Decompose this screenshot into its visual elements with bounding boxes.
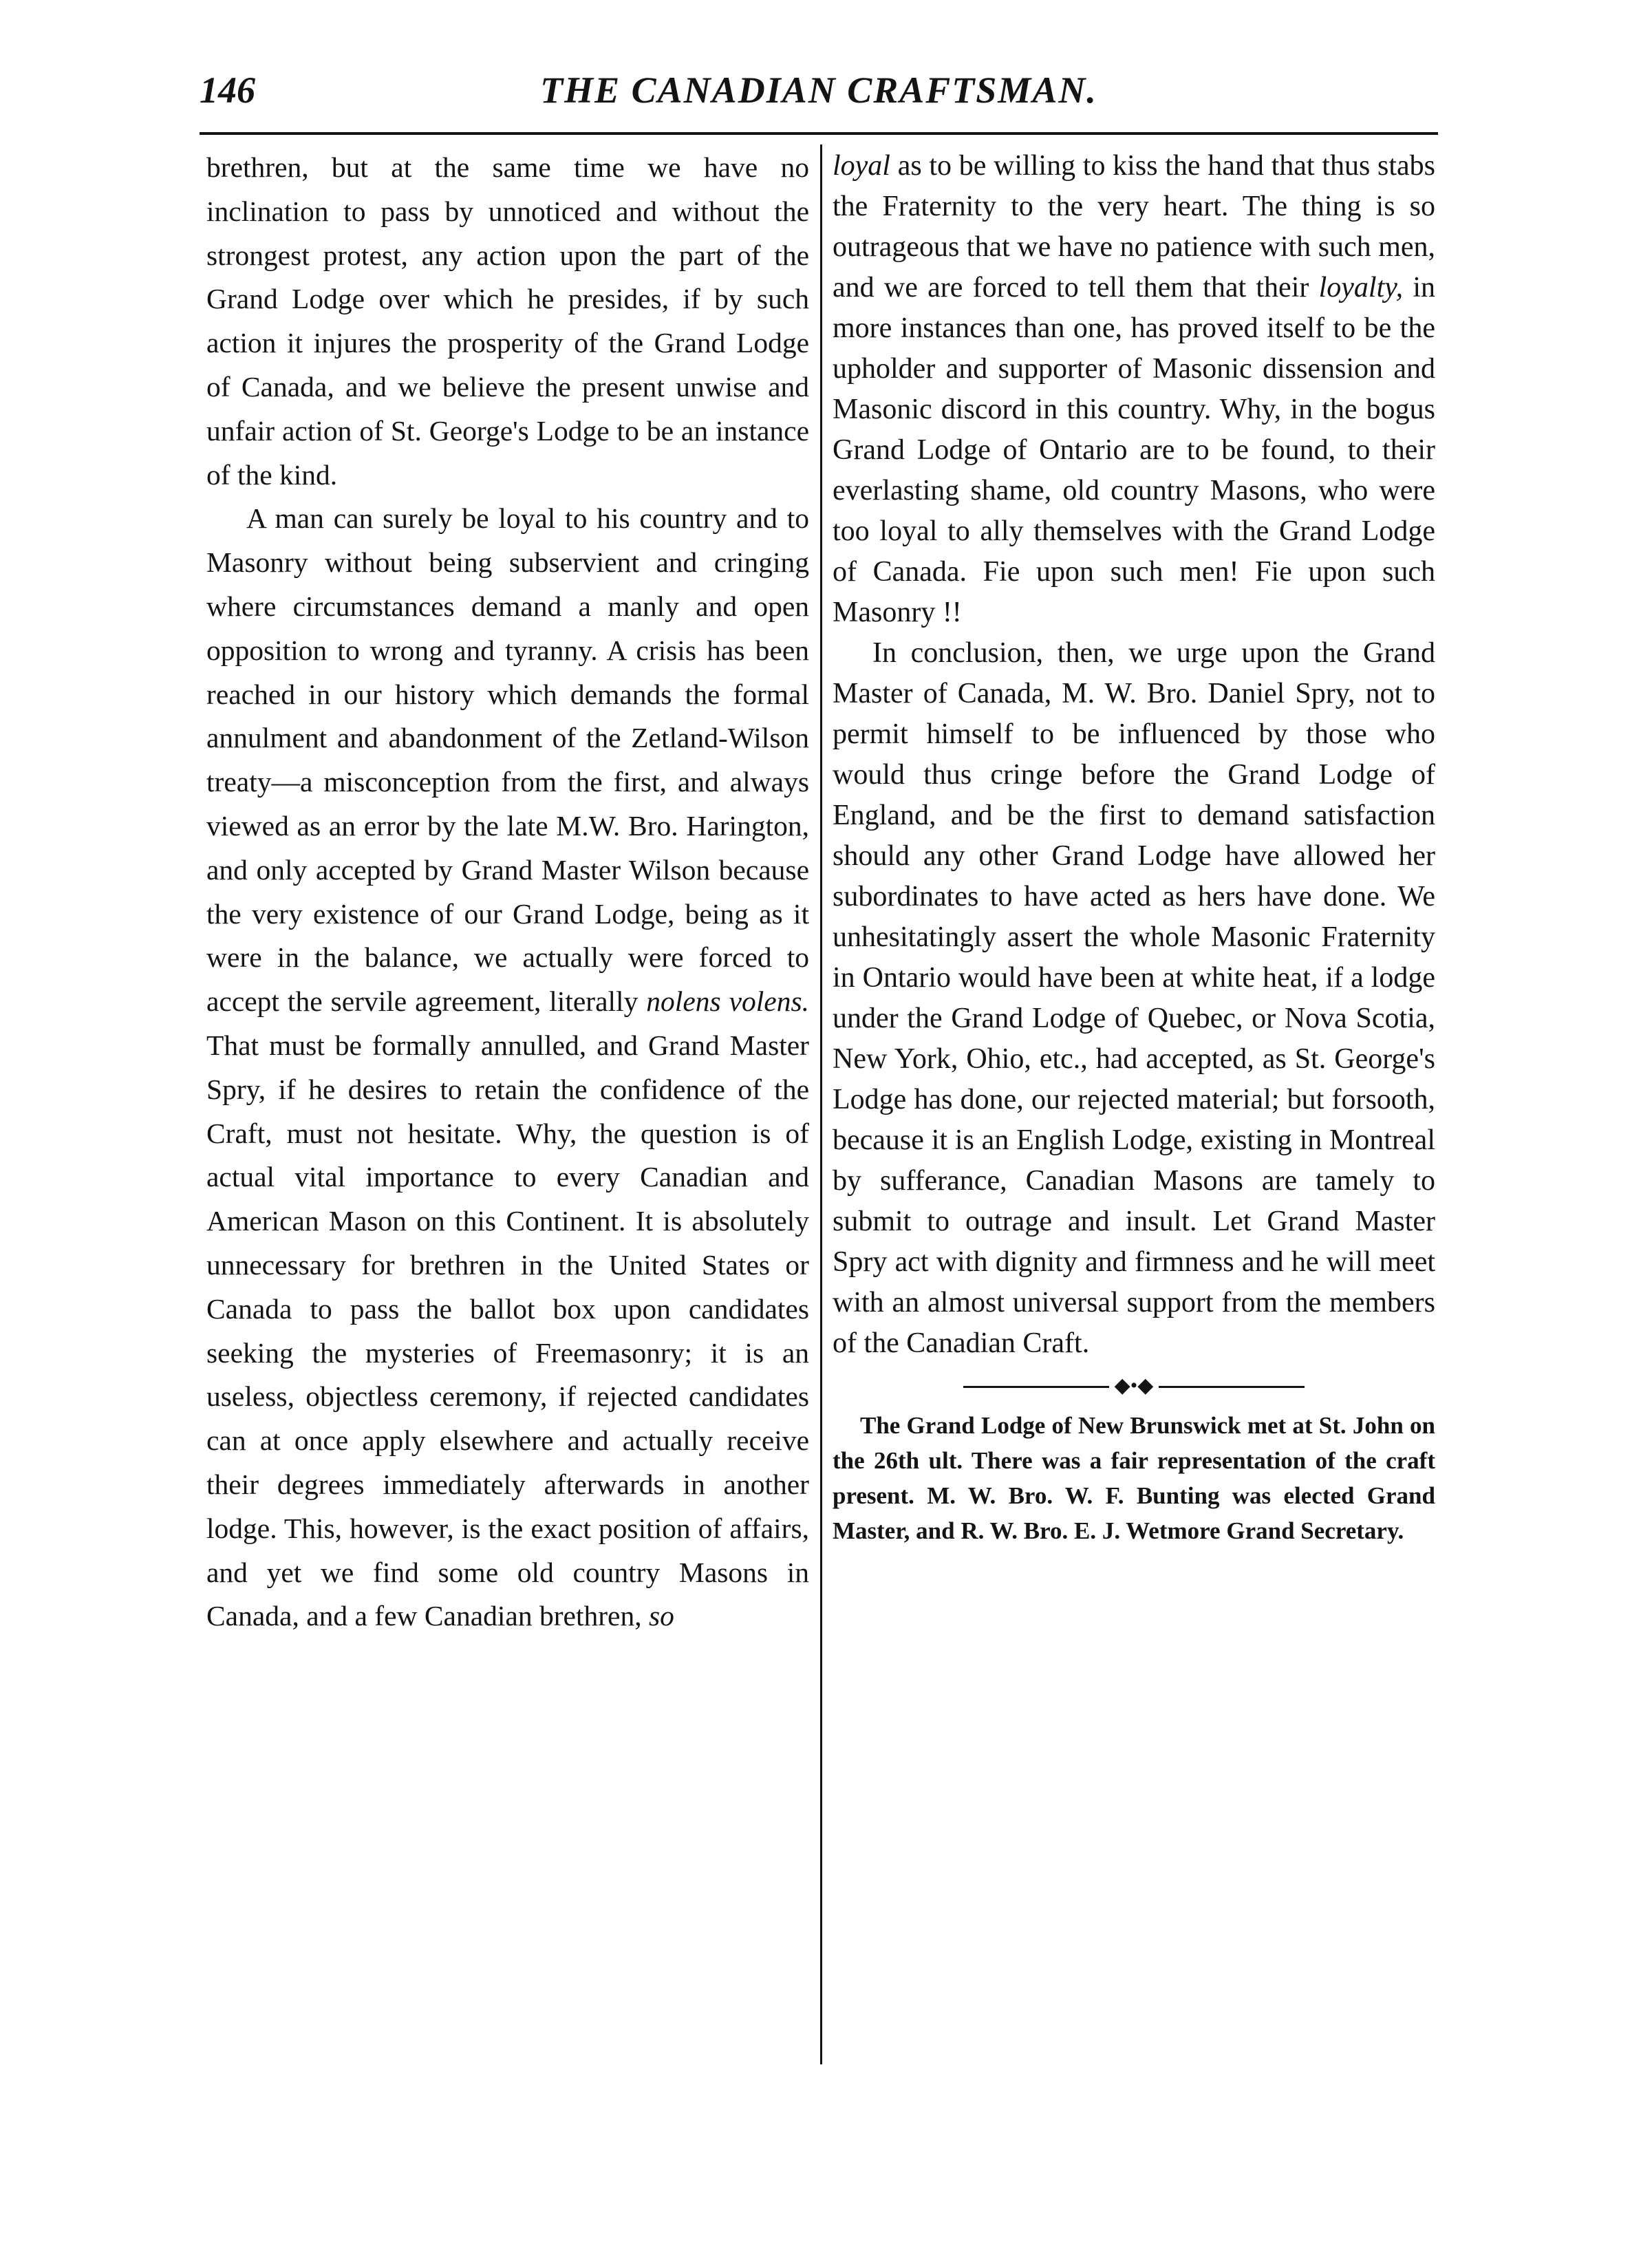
right-column	[833, 146, 1435, 1548]
latin-phrase: nolens volens.	[646, 985, 809, 1018]
trailing-word: so	[648, 1600, 674, 1632]
paragraph-text: in more instances than one, has proved itself to be the upholder and supporter of Masonic dissension and Masonic discord in this country. Why, in the bogus Grand Lodge of Ontario are to be found, to their everlasting shame, old country Masons, who were too loyal to ally themselves with the Grand Lodge of Canada. Fie upon such men! Fie upon such Masonry !!	[833, 272, 1435, 628]
page-number: 146	[200, 70, 255, 111]
paragraph-text: as to be willing to kiss the hand that thus stabs the Fraternity to the very heart. The thing is so outrageous that we have no patience with such men, and we are forced to tell them that their	[833, 150, 1435, 303]
column-divider	[820, 145, 822, 2064]
ornament-icon: ◆•◆	[1109, 1374, 1159, 1397]
right-column-lead-paragraph	[833, 146, 1435, 633]
news-notice: The Grand Lodge of New Brunswick met at St. John on the 26th ult. There was a fair representation of the craft present. M. W. Bro. W. F. Bunting was elected Grand Master, and R. W. Bro. E. J. Wetmore Grand Secretary.	[833, 1412, 1435, 1544]
emphasis-word: loyalty,	[1318, 272, 1404, 303]
paragraph-text: A man can surely be loyal to his country and to Masonry without being subservient and cringing where circumstances demand a manly and open opposition to wrong and tyranny. A crisis has been reached in our history which demands the formal annulment and abandonment of the Zetland-Wilson treaty—a misconception from the first, and always viewed as an error by the late M.W. Bro. Harington, and only accepted by Grand Master Wilson because the very existence of our Grand Lodge, being as it were in the balance, we actually were forced to accept the servile agreement, literally	[206, 502, 809, 1018]
paragraph-text: That must be formally annulled, and Grand Master Spry, if he desires to retain the confidence of the Craft, must not hesitate. Why, the question is of actual vital importance to every Canadian and American Mason on this Continent. It is absolutely unnecessary for brethren in the United States or Canada to pass the ballot box upon candidates seeking the mysteries of Freemasonry; it is an useless, objectless ceremony, if rejected candidates can at once apply elsewhere and actually receive their degrees immediately afterwards in another lodge. This, however, is the exact position of affairs, and yet we find some old country Masons in Canada, and a few Canadian brethren,	[206, 1029, 809, 1632]
left-column	[206, 146, 809, 1638]
page-header	[200, 69, 1438, 124]
ornament-divider	[833, 1371, 1435, 1401]
header-rule	[200, 132, 1438, 135]
running-title: THE CANADIAN CRAFTSMAN.	[540, 70, 1097, 111]
left-column-lead-paragraph: brethren, but at the same time we have no inclination to pass by unnoticed and without the strongest protest, any action upon the part of the Grand Lodge over which he presides, if by such action it injures the prosperity of the Grand Lodge of Canada, and we believe the present unwise and unfair action of St. George's Lodge to be an instance of the kind.	[206, 151, 809, 491]
right-column-paragraph-2: In conclusion, then, we urge upon the Grand Master of Canada, M. W. Bro. Daniel Spry, not to permit himself to be influenced by those who would thus cringe before the Grand Lodge of England, and be the first to demand satisfaction should any other Grand Lodge have allowed her subordinates to have acted as hers have done. We unhesitatingly assert the whole Masonic Fraternity in Ontario would have been at white heat, if a lodge under the Grand Lodge of Quebec, or Nova Scotia, New York, Ohio, etc., had accepted, as St. George's Lodge has done, our rejected material; but forsooth, because it is an English Lodge, existing in Montreal by sufferance, Canadian Masons are tamely to submit to outrage and insult. Let Grand Master Spry act with dignity and firmness and he will meet with an almost universal support from the members of the Canadian Craft.	[833, 637, 1435, 1359]
left-column-paragraph-2	[206, 497, 809, 1638]
emphasis-word: loyal	[833, 150, 890, 182]
